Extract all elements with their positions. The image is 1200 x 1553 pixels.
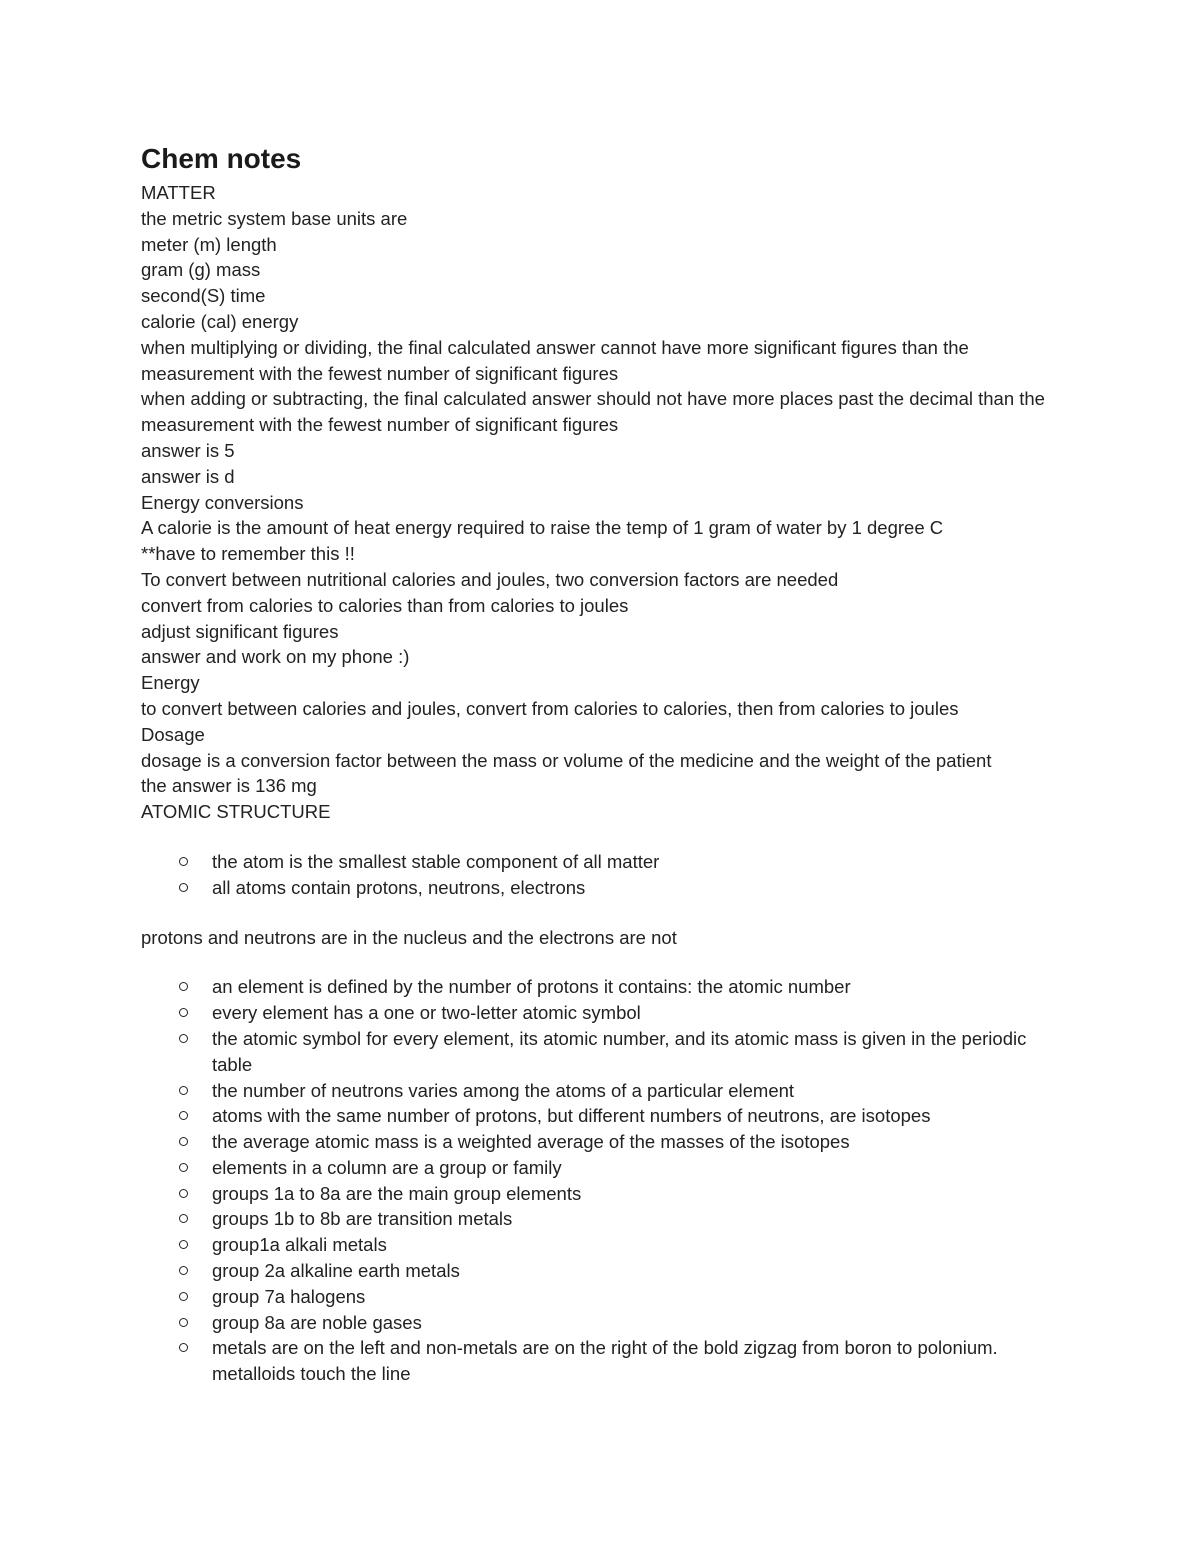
list-item xyxy=(212,1129,1051,1155)
list-item xyxy=(212,1078,1051,1104)
text-line: answer is 5 xyxy=(141,439,235,461)
text-line: dosage is a conversion factor between the mass or volume of the medicine and the weight of the patient xyxy=(141,749,992,771)
hollow-circle-icon xyxy=(179,982,188,991)
spacer xyxy=(141,950,1051,974)
text-line: answer is d xyxy=(141,465,235,487)
text-line: adjust significant figures xyxy=(141,620,339,642)
text-line: meter (m) length xyxy=(141,233,277,255)
text-line: protons and neutrons are in the nucleus and the electrons are not xyxy=(141,926,677,948)
list-item-text: the number of neutrons varies among the atoms of a particular element xyxy=(212,1079,795,1101)
text-line: when multiplying or dividing, the final calculated answer cannot have more significant figures than the measurement with the fewest number of significant figures xyxy=(141,336,969,384)
list-item-text: group 2a alkaline earth metals xyxy=(212,1260,460,1282)
list-item-text: group 7a halogens xyxy=(212,1285,366,1307)
text-line: calorie (cal) energy xyxy=(141,310,299,332)
list-item xyxy=(212,1155,1051,1181)
list-item-text: group1a alkali metals xyxy=(212,1234,387,1256)
bullet-list-elements xyxy=(141,974,1051,1387)
text-line: gram (g) mass xyxy=(141,259,261,281)
list-item-text: all atoms contain protons, neutrons, electrons xyxy=(212,876,586,898)
list-item xyxy=(212,1181,1051,1207)
list-item-text: every element has a one or two-letter atomic symbol xyxy=(212,1002,641,1024)
list-item xyxy=(212,1103,1051,1129)
list-item xyxy=(212,974,1051,1000)
hollow-circle-icon xyxy=(179,1343,188,1352)
list-item-text: groups 1b to 8b are transition metals xyxy=(212,1208,513,1230)
text-line: **have to remember this !! xyxy=(141,543,355,565)
text-line: Dosage xyxy=(141,723,205,745)
list-item xyxy=(212,1284,1051,1310)
text-line: convert from calories to calories than from calories to joules xyxy=(141,594,629,616)
list-item xyxy=(212,875,1051,901)
hollow-circle-icon xyxy=(179,1111,188,1120)
text-line: the answer is 136 mg xyxy=(141,775,317,797)
hollow-circle-icon xyxy=(179,1292,188,1301)
hollow-circle-icon xyxy=(179,857,188,866)
text-line: Energy xyxy=(141,672,200,694)
text-line: A calorie is the amount of heat energy required to raise the temp of 1 gram of water by 1 degree C xyxy=(141,517,944,539)
hollow-circle-icon xyxy=(179,1240,188,1249)
hollow-circle-icon xyxy=(179,1008,188,1017)
text-line: when adding or subtracting, the final calculated answer should not have more places past the decimal than the measurement with the fewest number of significant figures xyxy=(141,388,1045,436)
document-title: Chem notes xyxy=(141,143,302,174)
list-item xyxy=(212,1000,1051,1026)
hollow-circle-icon xyxy=(179,1318,188,1327)
spacer xyxy=(141,825,1051,849)
list-item xyxy=(212,1310,1051,1336)
list-item xyxy=(212,1335,1051,1387)
list-item-text: group 8a are noble gases xyxy=(212,1311,422,1333)
list-item-text: atoms with the same number of protons, but different numbers of neutrons, are isotopes xyxy=(212,1105,931,1127)
hollow-circle-icon xyxy=(179,1086,188,1095)
hollow-circle-icon xyxy=(179,1137,188,1146)
hollow-circle-icon xyxy=(179,1034,188,1043)
hollow-circle-icon xyxy=(179,1163,188,1172)
hollow-circle-icon xyxy=(179,1214,188,1223)
section-matter xyxy=(141,180,1051,825)
list-item-text: elements in a column are a group or family xyxy=(212,1156,562,1178)
list-item-text: an element is defined by the number of protons it contains: the atomic number xyxy=(212,976,851,998)
list-item-text: groups 1a to 8a are the main group elements xyxy=(212,1182,582,1204)
list-item xyxy=(212,849,1051,875)
list-item-text: the atomic symbol for every element, its atomic number, and its atomic mass is given in the periodic table xyxy=(212,1027,1027,1075)
text-line: ATOMIC STRUCTURE xyxy=(141,801,331,823)
spacer xyxy=(141,901,1051,925)
list-item xyxy=(212,1026,1051,1078)
hollow-circle-icon xyxy=(179,1266,188,1275)
bullet-list-atom xyxy=(141,849,1051,901)
document-page xyxy=(141,140,1051,1387)
text-line: To convert between nutritional calories and joules, two conversion factors are needed xyxy=(141,568,839,590)
hollow-circle-icon xyxy=(179,1189,188,1198)
text-line: answer and work on my phone :) xyxy=(141,646,410,668)
list-item-text: the atom is the smallest stable component of all matter xyxy=(212,850,660,872)
hollow-circle-icon xyxy=(179,883,188,892)
text-line: the metric system base units are xyxy=(141,207,408,229)
text-line: MATTER xyxy=(141,182,216,203)
list-item xyxy=(212,1258,1051,1284)
list-item xyxy=(212,1232,1051,1258)
list-item-text: metals are on the left and non-metals are on the right of the bold zigzag from boron to polonium. metalloids touch the line xyxy=(212,1337,998,1385)
text-line: Energy conversions xyxy=(141,491,304,513)
text-line: to convert between calories and joules, convert from calories to calories, then from calories to joules xyxy=(141,697,959,719)
list-item-text: the average atomic mass is a weighted average of the masses of the isotopes xyxy=(212,1131,850,1153)
text-line: second(S) time xyxy=(141,285,266,307)
list-item xyxy=(212,1206,1051,1232)
